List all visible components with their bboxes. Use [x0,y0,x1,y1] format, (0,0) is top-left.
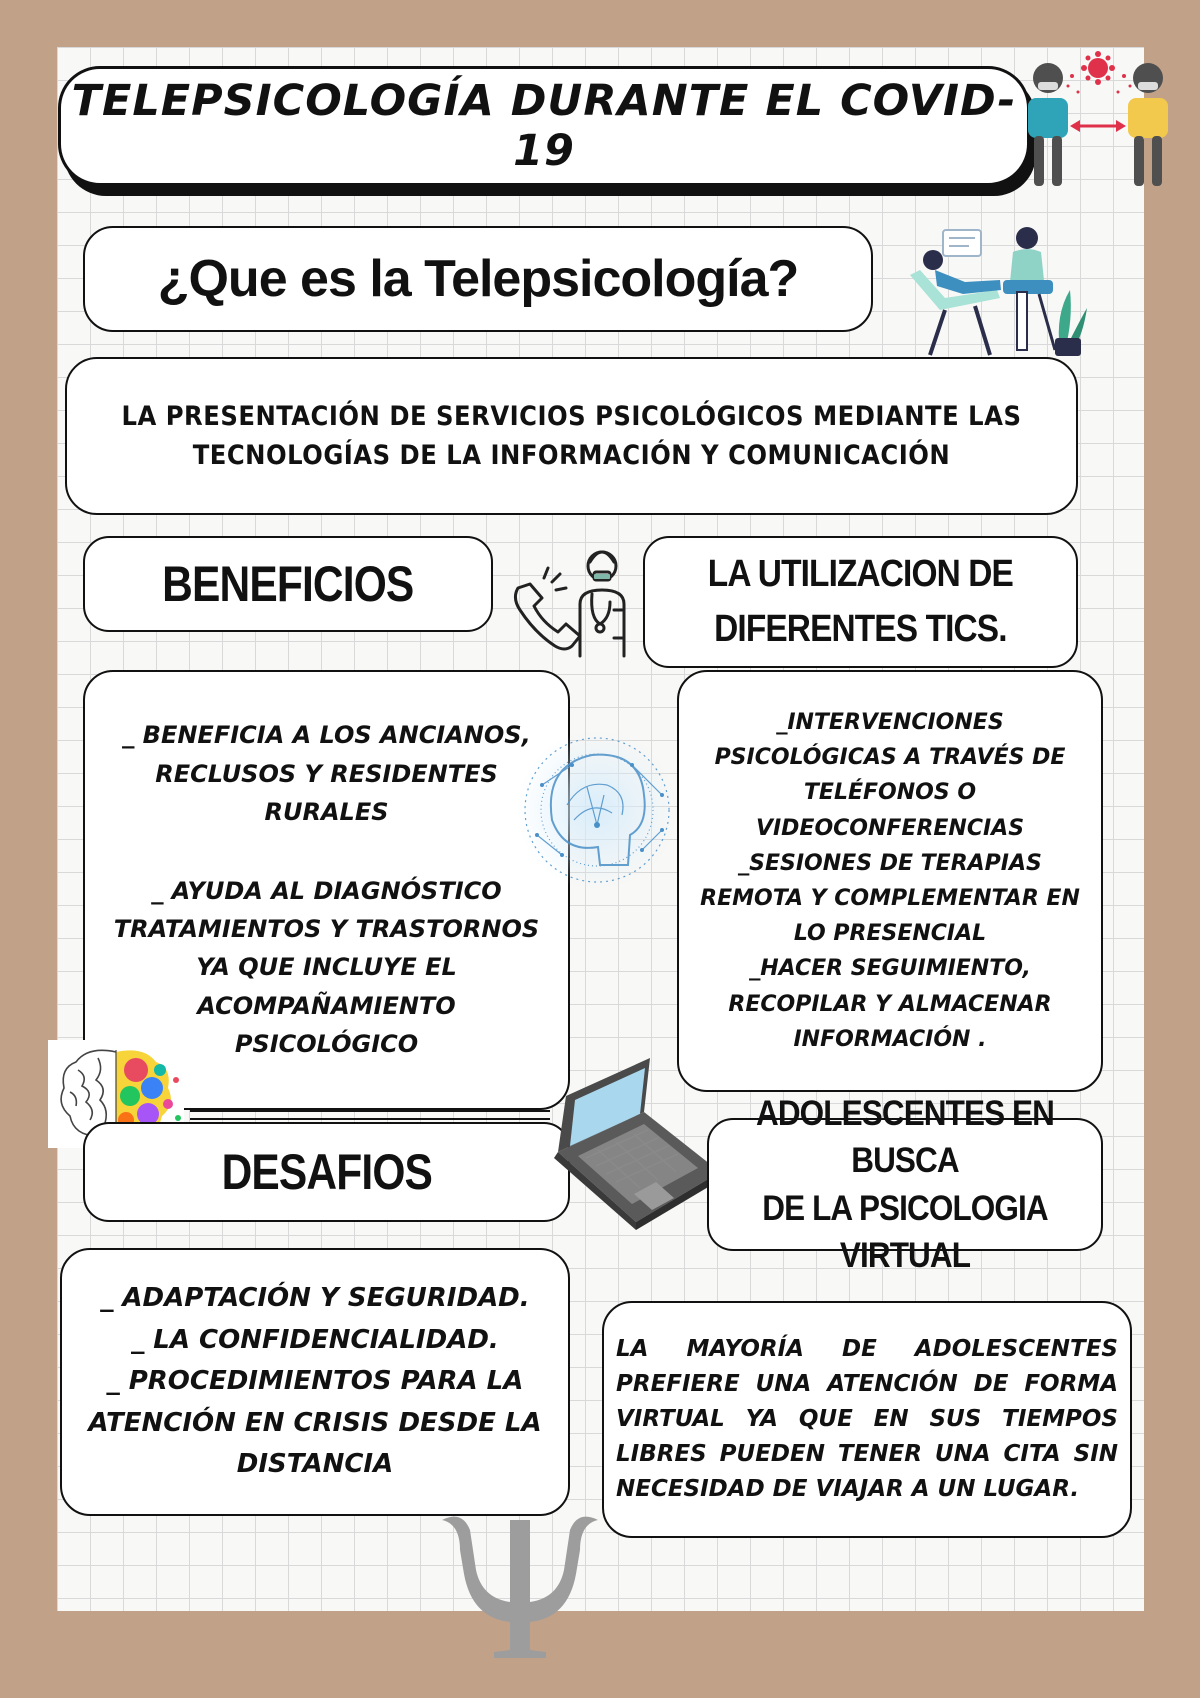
digital-brain-icon [512,725,682,895]
question-heading: ¿Que es la Telepsicología? [157,250,799,308]
tics-heading-line-1: LA UTILIZACION DE [707,552,1014,595]
tics-heading-box [643,536,1078,668]
teens-box [602,1301,1132,1538]
social-distance-icon [1018,48,1178,193]
connector-line [190,1110,550,1120]
benefit-item-2: _ AYUDA AL DIAGNÓSTICO TRATAMIENTOS Y TRASTORNOS YA QUE INCLUYE EL ACOMPAÑAMIENTO PSICOLÓGICO [113,876,540,1059]
tics-list [689,705,1091,1057]
challenges-heading-box [83,1122,570,1222]
tics-heading [708,547,1013,657]
tics-heading-line-2: DIFERENTES TICS. [714,608,1007,650]
benefits-heading-box [83,536,493,632]
tics-box [677,670,1103,1092]
teens-heading-line-1: ADOLESCENTES EN BUSCA [755,1094,1055,1181]
definition-line-1: LA PRESENTACIÓN DE SERVICIOS PSICOLÓGICOS MEDIANTE LAS [121,400,1022,432]
teens-heading-box [707,1094,1103,1275]
benefits-heading: BENEFICIOS [162,556,414,612]
therapy-session-icon [905,220,1090,360]
psi-symbol-icon [440,1510,600,1658]
challenges-list [86,1278,544,1486]
benefits-list [107,716,546,1063]
challenges-box [60,1248,570,1516]
tics-item-2: _SESIONES DE TERAPIAS REMOTA Y COMPLEMENTAR EN LO PRESENCIAL [700,850,1080,947]
question-box [83,226,873,332]
challenge-item-2: _ LA CONFIDENCIALIDAD. [131,1324,499,1355]
challenges-heading: DESAFIOS [221,1144,432,1200]
title-box [58,66,1030,186]
challenge-item-1: _ ADAPTACIÓN Y SEGURIDAD. [100,1283,530,1314]
teens-heading [729,1090,1082,1279]
doctor-phone-icon [510,538,640,660]
benefit-item-1: _ BENEFICIA A LOS ANCIANOS, RECLUSOS Y RESIDENTES RURALES [122,721,531,827]
definition-text [122,397,1022,475]
definition-line-2: TECNOLOGÍAS DE LA INFORMACIÓN Y COMUNICACIÓN [192,440,951,471]
page-title: TELEPSICOLOGÍA DURANTE EL COVID-19 [71,76,1017,176]
teens-text: LA MAYORÍA DE ADOLESCENTES PREFIERE UNA ATENCIÓN DE FORMA VIRTUAL YA QUE EN SUS TIEMPOS LIBRES PUEDEN TENER UNA CITA SIN NECESIDAD DE VIAJAR A UN LUGAR. [616,1336,1118,1502]
tics-item-3: _HACER SEGUIMIENTO, RECOPILAR Y ALMACENAR INFORMACIÓN . [728,956,1052,1052]
laptop-icon [548,1052,728,1248]
challenge-item-3: _ PROCEDIMIENTOS PARA LA ATENCIÓN EN CRISIS DESDE LA DISTANCIA [88,1366,542,1480]
definition-box [65,357,1078,515]
tics-item-1: _INTERVENCIONES PSICOLÓGICAS A TRAVÉS DE TELÉFONOS O VIDEOCONFERENCIAS [714,710,1066,841]
teens-heading-line-2: DE LA PSICOLOGIA VIRTUAL [762,1188,1048,1275]
